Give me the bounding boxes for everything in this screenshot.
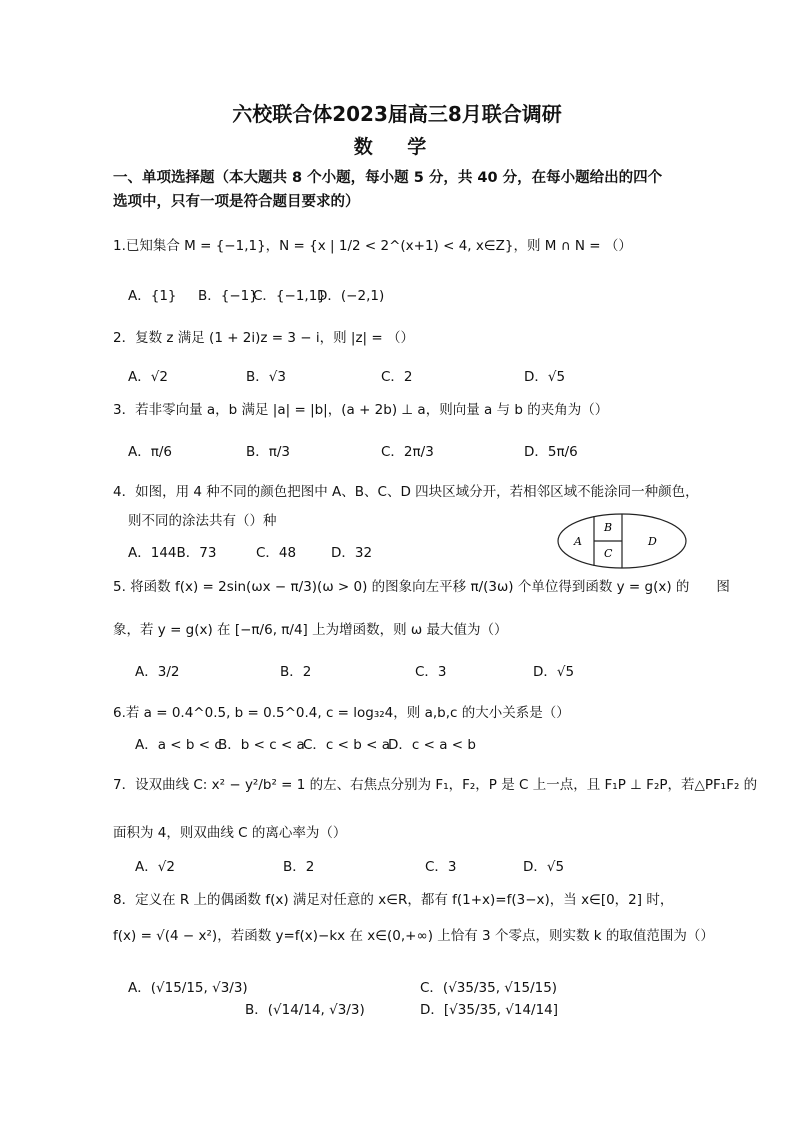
question-8-stem-line1: 8．定义在 R 上的偶函数 f(x) 满足对任意的 x∈R，都有 f(1+x)=f(3−x)，当 x∈[0，2] 时， xyxy=(113,892,674,908)
q1-option-c: C．{−1,1} xyxy=(253,288,326,304)
question-7-stem-line2: 面积为 4，则双曲线 C 的离心率为（） xyxy=(113,825,347,841)
q4-option-d: D．32 xyxy=(331,545,373,561)
question-1-stem: 1.已知集合 M = {−1,1}，N = {x | 1/2 < 2^(x+1) < 4, x∈Z}，则 M ∩ N = （） xyxy=(113,238,632,254)
q7-option-b: B．2 xyxy=(283,859,315,875)
section-heading-line1: 一、单项选择题（本大题共 8 个小题，每小题 5 分，共 40 分，在每小题给出的四个 xyxy=(113,170,663,186)
q8-option-a: A．(√15/15, √3/3) xyxy=(128,980,248,996)
section-heading-line2: 选项中，只有一项是符合题目要求的） xyxy=(113,194,360,210)
question-6-stem: 6.若 a = 0.4^0.5, b = 0.5^0.4, c = log₃₂4，则 a,b,c 的大小关系是（） xyxy=(113,705,570,721)
q1-option-a: A．{1} xyxy=(128,288,177,304)
q5-option-c: C．3 xyxy=(415,664,447,680)
question-5-stem-line2: 象，若 y = g(x) 在 [−π/6, π/4] 上为增函数，则 ω 最大值为（） xyxy=(113,622,508,638)
q6-option-c: C．c < b < a xyxy=(303,737,390,753)
q7-option-c: C．3 xyxy=(425,859,457,875)
q4-option-c: C．48 xyxy=(256,545,297,561)
question-4-stem-line2: 则不同的涂法共有（）种 xyxy=(128,513,277,529)
question-3-stem: 3．若非零向量 a，b 满足 |a| = |b|，(a + 2b) ⊥ a，则向量 a 与 b 的夹角为（） xyxy=(113,402,609,418)
q2-option-d: D．√5 xyxy=(524,369,566,385)
q8-option-c: C．(√35/35, √15/15) xyxy=(420,980,558,996)
q7-option-d: D．√5 xyxy=(523,859,565,875)
q1-option-d: D．(−2,1) xyxy=(317,288,385,304)
q1-option-b: B．{−1} xyxy=(198,288,258,304)
q7-option-a: A．√2 xyxy=(135,859,175,875)
question-7-stem-line1: 7．设双曲线 C: x² − y²/b² = 1 的左、右焦点分别为 F₁，F₂，P 是 C 上一点，且 F₁P ⊥ F₂P，若△PF₁F₂ 的 xyxy=(113,777,758,793)
question-4-stem-line1: 4．如图，用 4 种不同的颜色把图中 A、B、C、D 四块区域分开，若相邻区域不能涂同一种颜色， xyxy=(113,484,699,500)
q3-option-b: B．π/3 xyxy=(246,444,291,460)
region-label-d: D xyxy=(648,535,657,548)
q6-option-b: B．b < c < a xyxy=(218,737,305,753)
exam-title: 六校联合体2023届高三8月联合调研 xyxy=(232,102,562,126)
q2-option-b: B．√3 xyxy=(246,369,286,385)
q2-option-a: A．√2 xyxy=(128,369,168,385)
question-2-stem: 2．复数 z 满足 (1 + 2i)z = 3 − i，则 |z| = （） xyxy=(113,330,414,346)
q6-option-d: D．c < a < b xyxy=(388,737,476,753)
q2-option-c: C．2 xyxy=(381,369,413,385)
subject-title: 数 学 xyxy=(353,136,441,158)
q3-option-d: D．5π/6 xyxy=(524,444,578,460)
q5-option-d: D．√5 xyxy=(533,664,575,680)
q5-option-b: B．2 xyxy=(280,664,312,680)
q4-option-a-b: A．144B．73 xyxy=(128,545,217,561)
question-8-stem-line2: f(x) = √(4 − x²)，若函数 y=f(x)−kx 在 x∈(0,+∞) 上恰有 3 个零点，则实数 k 的取值范围为（） xyxy=(113,928,714,944)
q6-option-a: A．a < b < c xyxy=(135,737,222,753)
region-label-c: C xyxy=(604,547,613,560)
q8-option-b: B．(√14/14, √3/3) xyxy=(245,1002,365,1018)
q3-option-a: A．π/6 xyxy=(128,444,173,460)
region-label-b: B xyxy=(604,521,613,534)
q8-option-d: D．[√35/35, √14/14] xyxy=(420,1002,559,1018)
q3-option-c: C．2π/3 xyxy=(381,444,434,460)
q5-option-a: A．3/2 xyxy=(135,664,180,680)
region-figure xyxy=(556,512,688,574)
question-5-stem-line1: 5. 将函数 f(x) = 2sin(ωx − π/3)(ω > 0) 的图象向左平移 π/(3ω) 个单位得到函数 y = g(x) 的 图 xyxy=(113,579,730,595)
region-label-a: A xyxy=(574,535,582,548)
